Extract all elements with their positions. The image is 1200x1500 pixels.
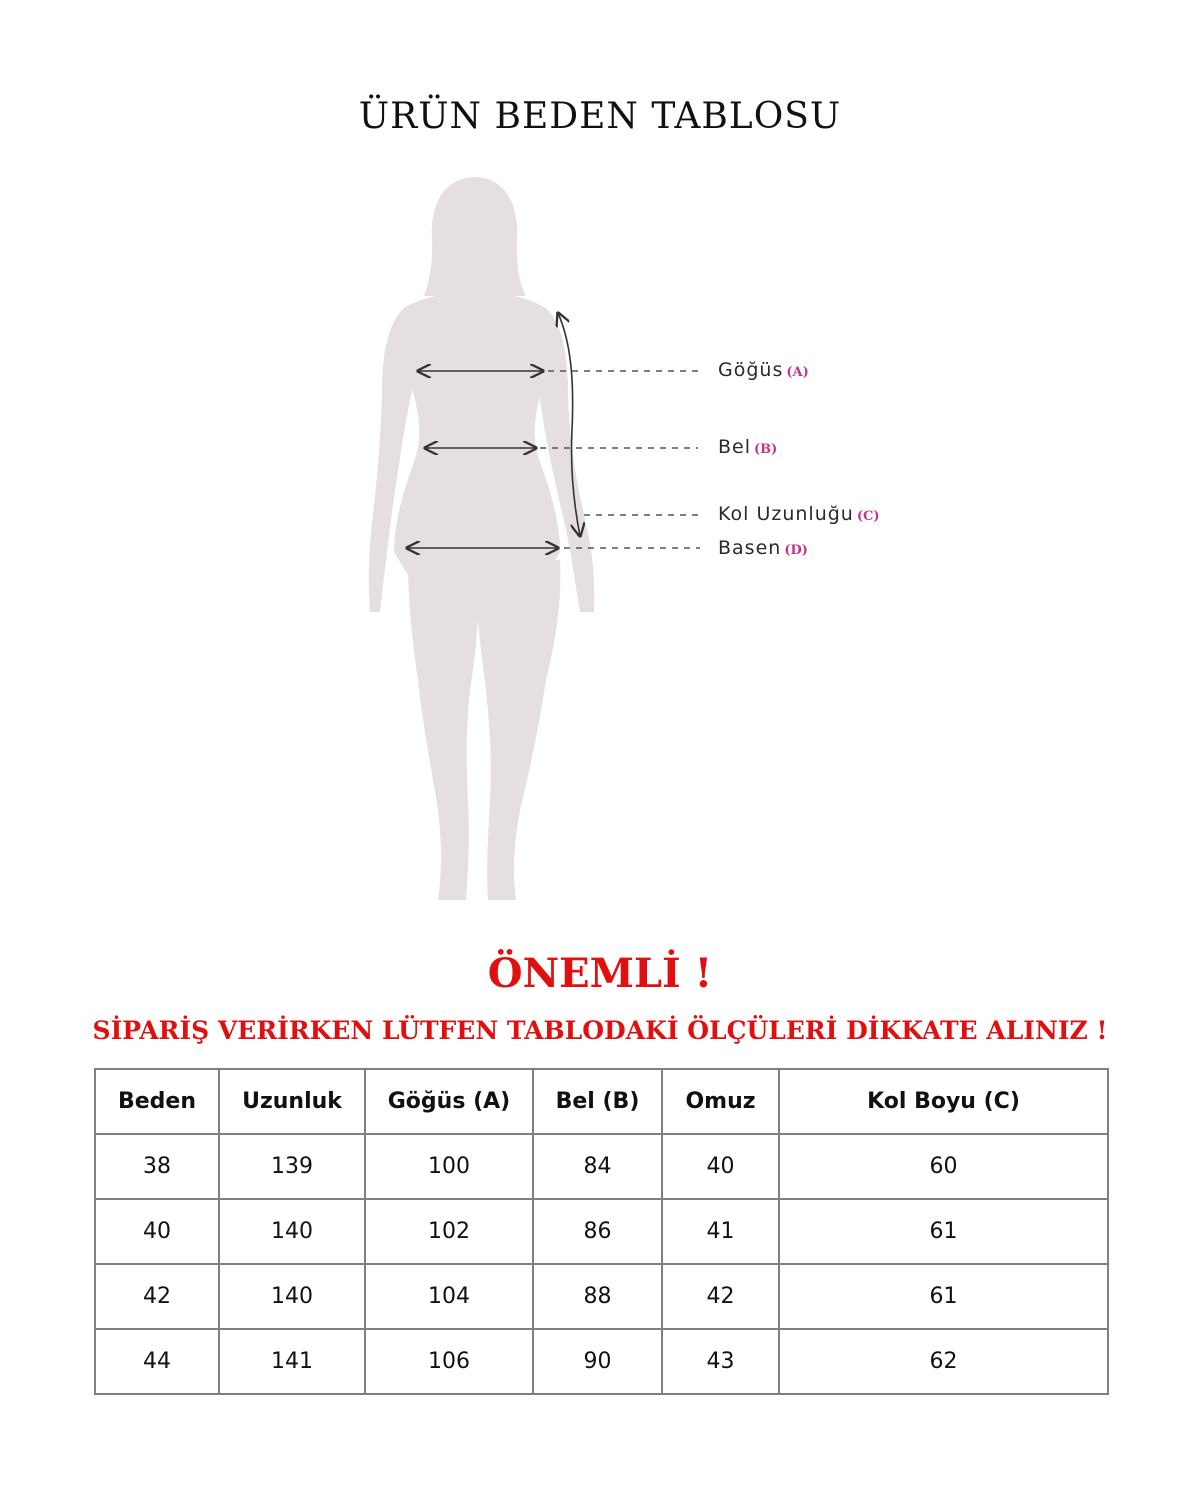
table-cell: 61 bbox=[779, 1199, 1108, 1264]
label-basen bbox=[718, 537, 808, 559]
table-cell: 41 bbox=[662, 1199, 779, 1264]
table-cell: 40 bbox=[95, 1199, 219, 1264]
table-cell: 140 bbox=[219, 1264, 365, 1329]
table-cell: 44 bbox=[95, 1329, 219, 1394]
label-basen-code: (D) bbox=[784, 543, 808, 558]
body-silhouette-diagram bbox=[0, 160, 1200, 920]
table-cell: 140 bbox=[219, 1199, 365, 1264]
label-kol-uzunlugu-text: Kol Uzunluğu bbox=[718, 503, 854, 525]
table-row bbox=[95, 1134, 1108, 1199]
header-kol-boyu: Kol Boyu (C) bbox=[779, 1069, 1108, 1134]
table-cell: 139 bbox=[219, 1134, 365, 1199]
important-heading: ÖNEMLİ ! bbox=[487, 950, 713, 997]
table-cell: 141 bbox=[219, 1329, 365, 1394]
table-row bbox=[95, 1264, 1108, 1329]
table-cell: 88 bbox=[533, 1264, 662, 1329]
label-gogus-text: Göğüs bbox=[718, 359, 784, 381]
label-kol-uzunlugu-code: (C) bbox=[856, 509, 880, 524]
table-row bbox=[95, 1329, 1108, 1394]
table-row bbox=[95, 1199, 1108, 1264]
table-cell: 102 bbox=[365, 1199, 533, 1264]
table-cell: 40 bbox=[662, 1134, 779, 1199]
header-uzunluk: Uzunluk bbox=[219, 1069, 365, 1134]
table-cell: 60 bbox=[779, 1134, 1108, 1199]
label-gogus-code: (A) bbox=[786, 365, 809, 380]
table-cell: 62 bbox=[779, 1329, 1108, 1394]
table-cell: 38 bbox=[95, 1134, 219, 1199]
table-cell: 42 bbox=[95, 1264, 219, 1329]
label-basen-text: Basen bbox=[718, 537, 782, 559]
label-bel-code: (B) bbox=[754, 442, 778, 457]
table-cell: 100 bbox=[365, 1134, 533, 1199]
page-title: ÜRÜN BEDEN TABLOSU bbox=[358, 96, 842, 137]
size-table bbox=[94, 1068, 1109, 1395]
header-omuz: Omuz bbox=[662, 1069, 779, 1134]
header-bel: Bel (B) bbox=[533, 1069, 662, 1134]
table-cell: 106 bbox=[365, 1329, 533, 1394]
label-bel-text: Bel bbox=[718, 436, 752, 458]
table-cell: 61 bbox=[779, 1264, 1108, 1329]
table-cell: 43 bbox=[662, 1329, 779, 1394]
label-gogus bbox=[718, 359, 809, 381]
table-cell: 104 bbox=[365, 1264, 533, 1329]
warning-text: SİPARİŞ VERİRKEN LÜTFEN TABLODAKİ ÖLÇÜLERİ DİKKATE ALINIZ ! bbox=[92, 1016, 1108, 1045]
label-kol-uzunlugu bbox=[718, 503, 880, 525]
woman-silhouette bbox=[369, 177, 595, 900]
table-cell: 90 bbox=[533, 1329, 662, 1394]
table-cell: 84 bbox=[533, 1134, 662, 1199]
table-cell: 42 bbox=[662, 1264, 779, 1329]
header-beden: Beden bbox=[95, 1069, 219, 1134]
label-bel bbox=[718, 436, 777, 458]
table-header-row bbox=[95, 1069, 1108, 1134]
table-cell: 86 bbox=[533, 1199, 662, 1264]
header-gogus: Göğüs (A) bbox=[365, 1069, 533, 1134]
